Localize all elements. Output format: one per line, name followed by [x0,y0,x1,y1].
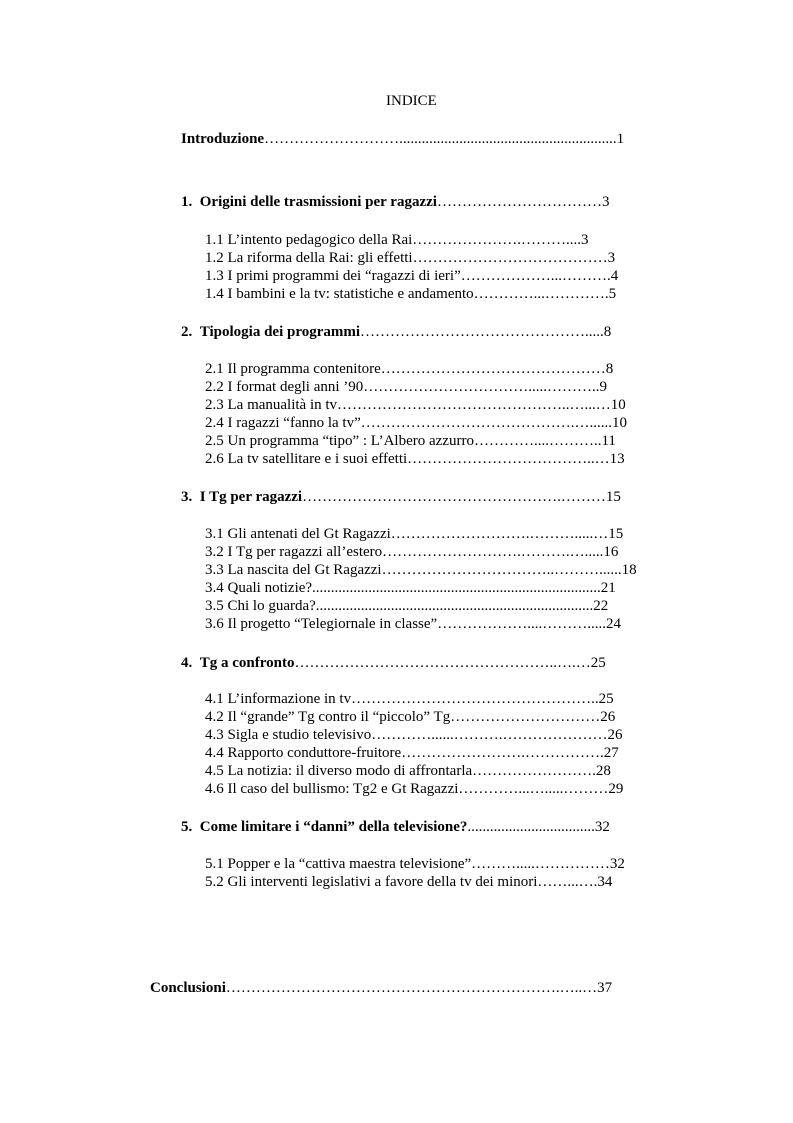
toc-conclusion-leader: ………………………………………………………….…..… [225,980,598,996]
chapter-3-title: 3. I Tg per ragazzi [181,489,303,505]
toc-section: 1.2 La riforma della Rai: gli effetti…………………………………3 [205,250,616,266]
chapter-2-title: 2. Tipologia dei programmi [181,324,361,340]
toc-chapter-1 [181,193,609,211]
toc-chapter-3 [181,488,621,506]
chapter-2-page: 8 [603,324,612,340]
toc-section: 2.6 La tv satellitare e i suoi effetti………………………………..…13 [205,451,625,467]
toc-section: 3.5 Chi lo guarda?..........................................................................22 [205,598,609,614]
toc-conclusion-label: Conclusioni [150,980,226,996]
toc-section: 4.2 Il “grande” Tg contro il “piccolo” Tg…………………………26 [205,709,616,725]
chapter-4-title: 4. Tg a confronto [181,655,295,671]
toc-section: 4.4 Rapporto conduttore-fruitore…………………….…………….27 [205,745,619,761]
page-title: INDICE [386,93,437,109]
toc-chapter-5 [181,818,610,836]
toc-section: 3.6 Il progetto “Telegiornale in classe”………………....……….....24 [205,616,621,632]
chapter-5-page: 32 [594,819,610,835]
toc-section: 2.3 La manualità in tv………………………………………..…...…10 [205,397,626,413]
toc-section: 3.2 I Tg per ragazzi all’estero……………………….……….….....16 [205,544,619,560]
toc-section: 5.2 Gli interventi legislativi a favore della tv dei minori……...….34 [205,874,613,890]
toc-intro [181,130,624,148]
toc-chapter-2 [181,323,611,341]
toc-section: 4.5 La notizia: il diverso modo di affrontarla…………………….28 [205,763,611,779]
toc-section: 3.3 La nascita del Gt Ragazzi……………………………..………......18 [205,562,637,578]
toc-section: 2.2 I format degli anni ’90…………………………….....………..9 [205,379,608,395]
chapter-3-leader: …………………………………………….……… [302,489,606,505]
chapter-2-leader: ………………………………………..... [360,324,604,340]
toc-section: 2.5 Un programma “tipo” : L’Albero azzurro…………....………..11 [205,433,616,449]
toc-intro-leader: ……………………….......................................................... [264,131,617,147]
toc-chapter-4 [181,654,606,672]
toc-section: 1.3 I primi programmi dei “ragazzi di ieri”………………...……….4 [205,268,619,284]
toc-section: 3.1 Gli antenati del Gt Ragazzi……………………….……….....…15 [205,526,624,542]
chapter-5-leader: .................................. [467,819,595,835]
chapter-1-leader: …………………………… [436,194,602,210]
toc-section: 1.1 L’intento pedagogico della Rai………………….………....3 [205,232,589,248]
toc-intro-page: 1 [616,131,625,147]
toc-section: 2.1 Il programma contenitore………………………………………8 [205,361,614,377]
toc-section: 1.4 I bambini e la tv: statistiche e andamento…………...………….5 [205,286,617,302]
chapter-4-leader: ……………………………………………..….… [294,655,591,671]
chapter-4-page: 25 [590,655,606,671]
toc-section: 2.4 I ragazzi “fanno la tv”…………………………………….…......10 [205,415,627,431]
toc-conclusion-page: 37 [597,980,613,996]
chapter-1-title: 1. Origini delle trasmissioni per ragazzi [181,194,437,210]
toc-conclusion [150,979,612,997]
chapter-1-page: 3 [601,194,610,210]
toc-intro-label: Introduzione [181,131,265,147]
toc-section: 3.4 Quali notizie?.............................................................................21 [205,580,616,596]
toc-section: 4.1 L’informazione in tv…………………………………………..25 [205,691,614,707]
toc-section: 4.3 Sigla e studio televisivo…………......……….…………………26 [205,727,623,743]
chapter-3-page: 15 [605,489,621,505]
toc-section: 5.1 Popper e la “cattiva maestra televisione”……….....……………32 [205,856,625,872]
toc-section: 4.6 Il caso del bullismo: Tg2 e Gt Ragazzi…………...….....………29 [205,781,624,797]
chapter-5-title: 5. Come limitare i “danni” della televisione? [181,819,468,835]
